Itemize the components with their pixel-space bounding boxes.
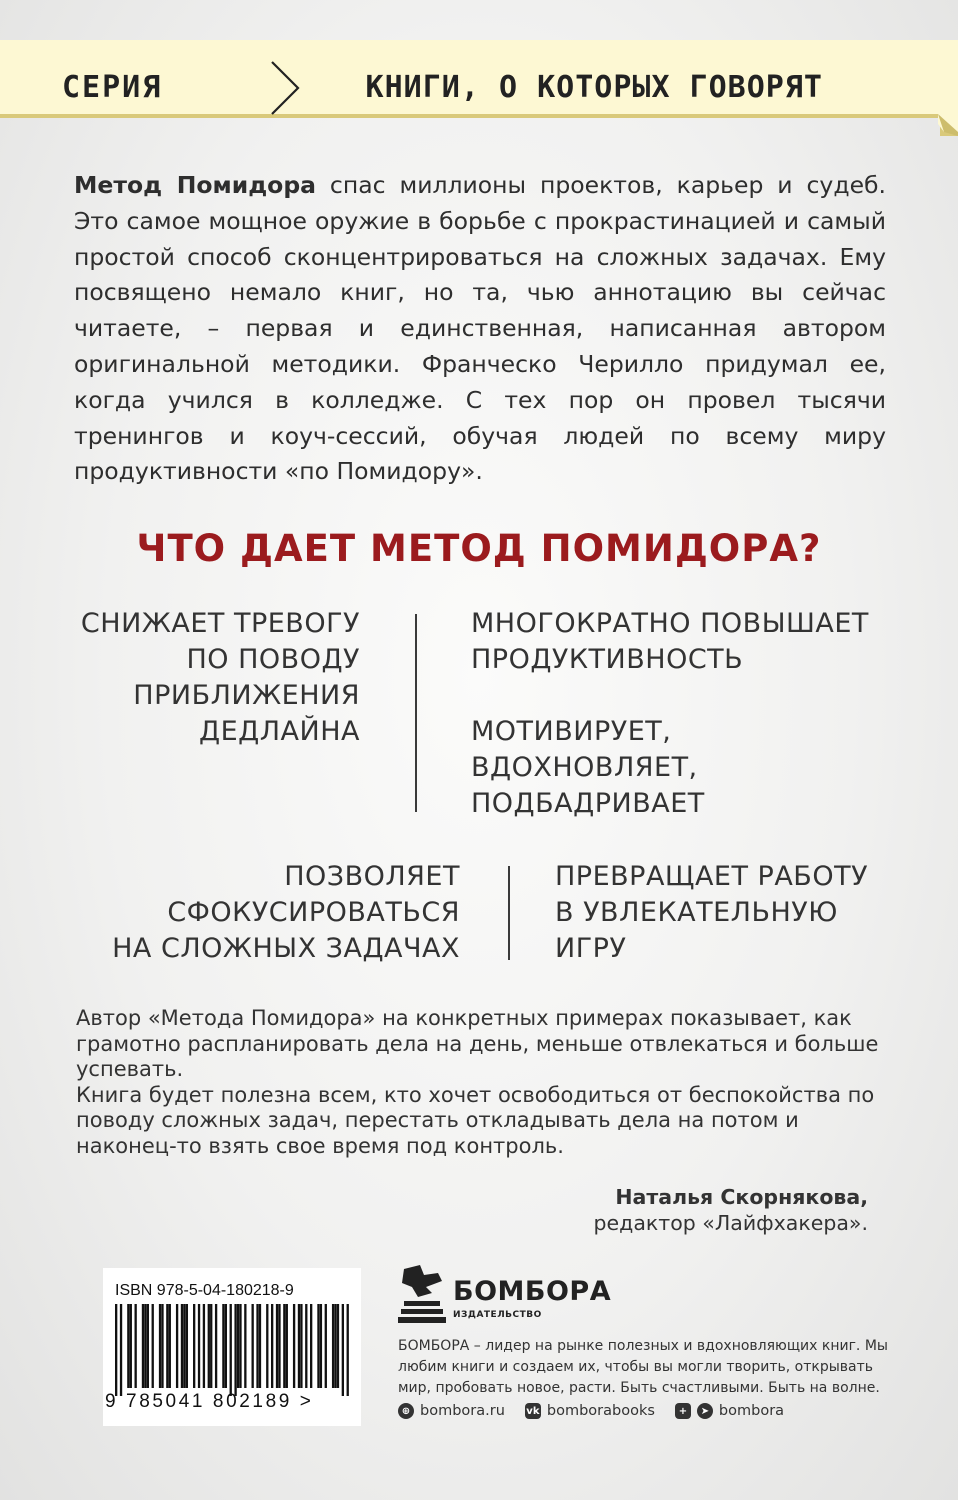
chevron-right-icon	[268, 58, 304, 118]
barcode-bar	[120, 1304, 122, 1396]
telegram-link[interactable]	[675, 1403, 784, 1419]
vk-icon: vk	[525, 1403, 541, 1419]
feature-line: ПРЕВРАЩАЕТ РАБОТУ	[555, 861, 869, 892]
barcode-bar	[193, 1304, 195, 1388]
barcode-bar	[286, 1304, 288, 1388]
barcode-bar	[210, 1304, 212, 1388]
feature-line: ВДОХНОВЛЯЕТ,	[471, 752, 698, 783]
barcode-bar	[127, 1304, 129, 1388]
barcode-bar	[283, 1304, 285, 1388]
intro-paragraph	[74, 168, 886, 490]
barcode-bar	[347, 1304, 349, 1396]
barcode-bar	[239, 1304, 241, 1388]
barcode-bar	[325, 1304, 327, 1388]
outro-text	[76, 1006, 886, 1159]
reviewer-role: редактор «Лайфхакера».	[593, 1211, 868, 1235]
outro-paragraph: Книга будет полезна всем, кто хочет освободиться от беспокойства по поводу сложных задач, перестать откладывать дела на потом и наконец-то взять свое время под контроль.	[76, 1082, 875, 1158]
barcode-bar	[159, 1304, 161, 1388]
barcode-bar	[317, 1304, 319, 1388]
barcode-bar	[186, 1304, 188, 1388]
barcode-bar	[225, 1304, 227, 1388]
publisher-socials	[398, 1403, 784, 1419]
barcode-bar	[208, 1304, 210, 1388]
feature-focus	[40, 859, 460, 967]
barcode-bar	[293, 1304, 295, 1388]
feature-reduces-anxiety	[40, 606, 360, 750]
feature-line: ПРОДУКТИВНОСТЬ	[471, 644, 744, 675]
isbn-text: ISBN 978-5-04-180218-9	[115, 1282, 294, 1299]
publisher-subtitle: ИЗДАТЕЛЬСТВО	[453, 1310, 542, 1320]
barcode-bar	[176, 1304, 178, 1388]
feature-motivates	[471, 714, 931, 822]
divider-line	[415, 614, 417, 812]
feature-line: В УВЛЕКАТЕЛЬНУЮ	[555, 897, 838, 928]
barcode-bar	[334, 1304, 336, 1388]
barcode-bar	[298, 1304, 300, 1388]
series-label: СЕРИЯ	[62, 70, 163, 105]
feature-game	[555, 859, 935, 967]
reviewer-signature	[594, 1184, 868, 1236]
barcode-bar	[234, 1304, 236, 1396]
barcode-bar	[259, 1304, 261, 1388]
barcode-bar	[244, 1304, 246, 1388]
telegram-icon: ➤	[697, 1403, 713, 1419]
barcode-bar	[230, 1304, 232, 1396]
feature-line: МНОГОКРАТНО ПОВЫШАЕТ	[471, 608, 869, 639]
barcode-bar	[320, 1304, 322, 1388]
barcode-bar	[115, 1304, 117, 1396]
divider-line	[508, 866, 510, 960]
feature-line: ПОЗВОЛЯЕТ	[284, 861, 460, 892]
barcode-bar	[142, 1304, 144, 1388]
feature-line: МОТИВИРУЕТ,	[471, 716, 672, 747]
vk-text: bomborabooks	[546, 1403, 655, 1419]
barcode-bar	[130, 1304, 132, 1388]
barcode-bar	[271, 1304, 273, 1388]
feature-line: НА СЛОЖНЫХ ЗАДАЧАХ	[112, 933, 460, 964]
barcode-bar	[215, 1304, 217, 1388]
barcode-bar	[266, 1304, 268, 1388]
barcode-bar	[152, 1304, 154, 1388]
vk-link[interactable]	[525, 1403, 655, 1419]
barcode-bar	[337, 1304, 339, 1388]
intro-text: спас миллионы проектов, карьер и судеб. Это самое мощное оружие в борьбе с прокрастинацией и самый простой способ сконцентрироваться на сложных задачах. Ему посвящено немало книг, но та, чью аннотацию вы сейчас читаете, – первая и единственная, написанная автором оригинальной методики. Франческо Черилло придумал ее, когда учился в колледже. С тех пор он провел тысячи тренингов и коуч-сессий, обучая людей по всему миру продуктивности «по Помидору».	[74, 171, 886, 486]
barcode-bar	[276, 1304, 278, 1388]
reviewer-name: Наталья Скорнякова,	[615, 1185, 868, 1209]
barcode	[115, 1304, 349, 1396]
barcode-bar	[305, 1304, 307, 1388]
barcode-bar	[310, 1304, 312, 1388]
feature-line: ПРИБЛИЖЕНИЯ	[133, 680, 360, 711]
barcode-digits: 9 785041 802189 >	[105, 1391, 314, 1412]
barcode-bar	[169, 1304, 171, 1388]
feature-line: ПО ПОВОДУ	[186, 644, 360, 675]
barcode-bar	[332, 1304, 334, 1388]
barcode-bar	[147, 1304, 149, 1388]
intro-lead: Метод Помидора	[74, 171, 316, 199]
barcode-bar	[198, 1304, 200, 1388]
barcode-bar	[252, 1304, 254, 1388]
section-heading: ЧТО ДАЕТ МЕТОД ПОМИДОРА?	[136, 527, 822, 570]
outro-paragraph: Автор «Метода Помидора» на конкретных примерах показывает, как грамотно распланировать дела на день, меньше отвлекаться и больше успевать.	[76, 1006, 879, 1081]
barcode-bar	[256, 1304, 258, 1388]
tg-text: bombora	[718, 1403, 785, 1419]
site-text: bombora.ru	[420, 1403, 505, 1419]
barcode-bar	[278, 1304, 280, 1388]
feature-line: ПОДБАДРИВАЕТ	[471, 788, 705, 819]
plus-icon: +	[675, 1403, 691, 1419]
barcode-box	[103, 1268, 361, 1426]
globe-icon: ⊕	[398, 1403, 414, 1419]
feature-line: СФОКУСИРОВАТЬСЯ	[167, 897, 460, 928]
publisher-description: БОМБОРА – лидер на рынке полезных и вдохновляющих книг. Мы любим книги и создаем их, чтобы вы могли творить, открывать мир, пробовать новое, расти. Быть счастливыми. Быть на волне.	[398, 1338, 888, 1396]
barcode-bar	[222, 1304, 224, 1388]
site-link[interactable]	[398, 1403, 505, 1419]
feature-line: ИГРУ	[555, 933, 627, 964]
barcode-bar	[342, 1304, 344, 1396]
barcode-bar	[161, 1304, 163, 1388]
bombora-logo	[398, 1263, 448, 1329]
publisher-brand: БОМБОРА	[453, 1276, 612, 1307]
barcode-bar	[237, 1304, 239, 1388]
barcode-bar	[183, 1304, 185, 1388]
barcode-bar	[135, 1304, 137, 1388]
barcode-bar	[203, 1304, 205, 1388]
barcode-bar	[166, 1304, 168, 1388]
feature-productivity	[471, 606, 931, 678]
series-name: КНИГИ, О КОТОРЫХ ГОВОРЯТ	[365, 70, 823, 105]
barcode-bar	[181, 1304, 183, 1388]
barcode-bar	[144, 1304, 146, 1388]
feature-line: ДЕДЛАЙНА	[199, 716, 360, 747]
feature-line: СНИЖАЕТ ТРЕВОГУ	[80, 608, 360, 639]
barcode-bar	[300, 1304, 302, 1388]
